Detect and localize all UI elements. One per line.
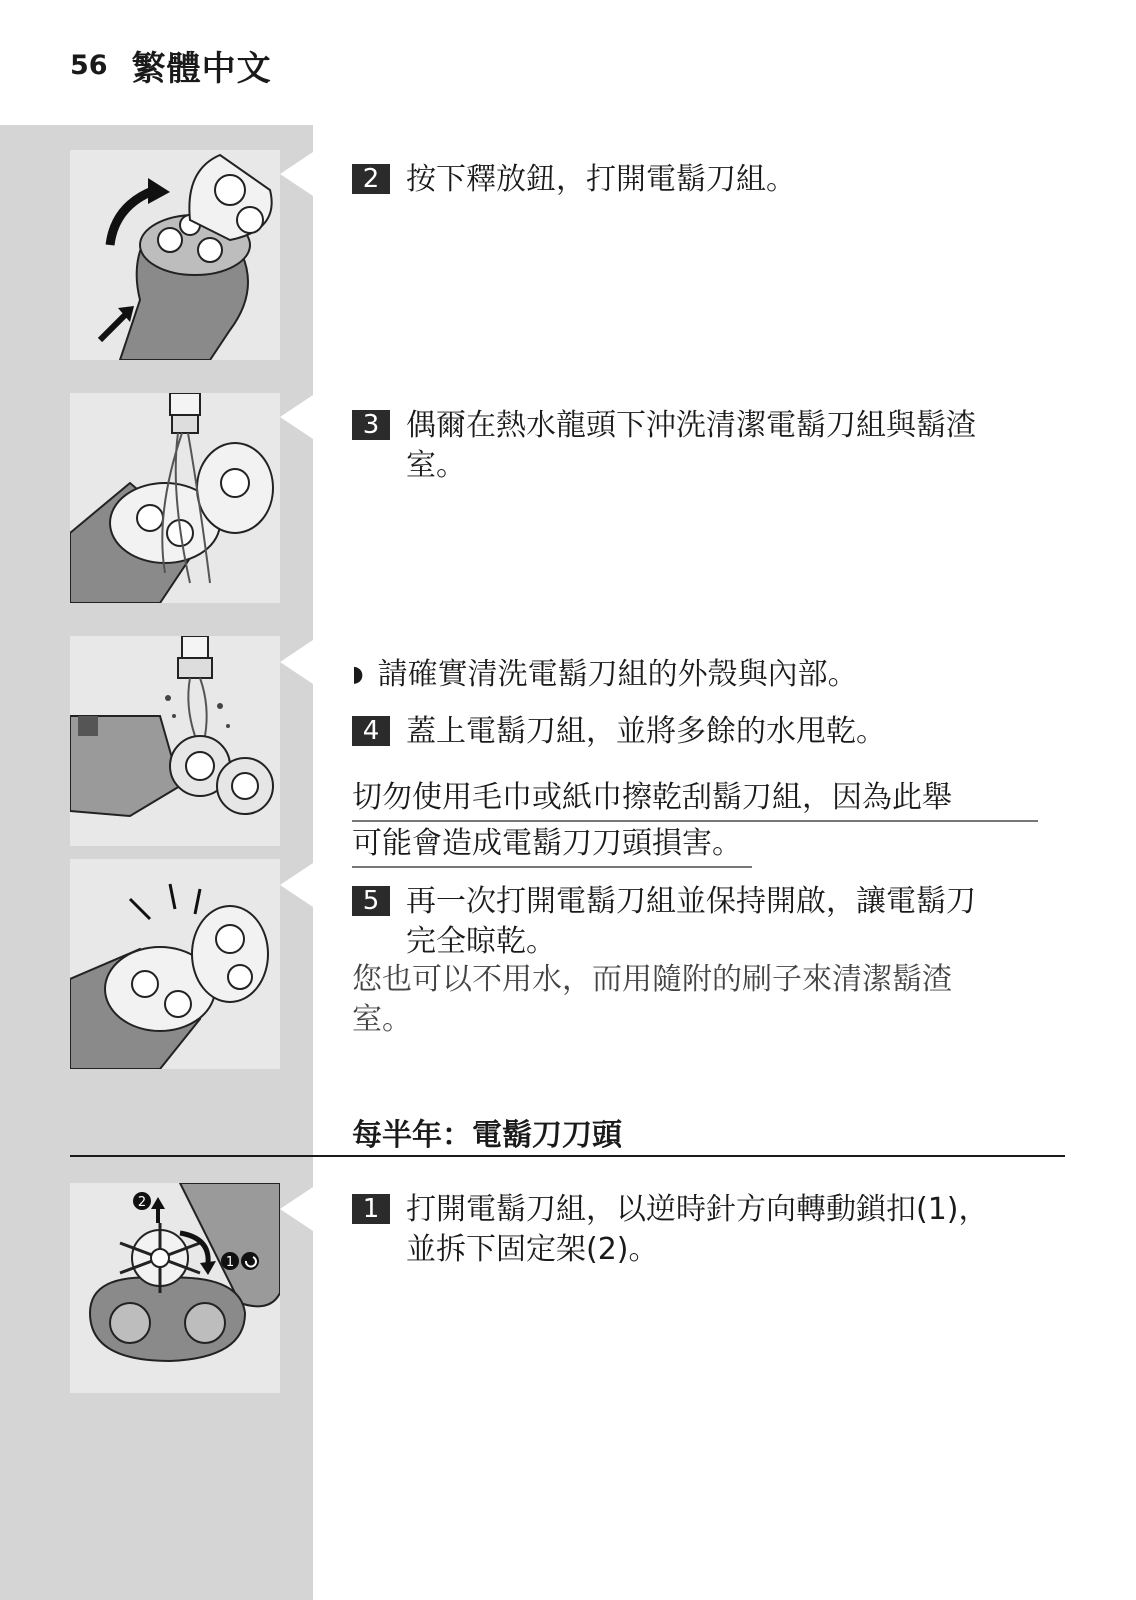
figure-pointer <box>280 152 313 196</box>
figure-pointer <box>280 395 313 439</box>
step-text: 偶爾在熱水龍頭下沖洗清潔電鬍刀組與鬍渣 <box>406 408 976 443</box>
step-text: 再一次打開電鬍刀組並保持開啟，讓電鬍刀 <box>406 884 976 919</box>
step-text: 打開電鬍刀組，以逆時針方向轉動鎖扣(1)， <box>406 1192 989 1227</box>
language-title: 繁體中文 <box>131 48 272 89</box>
illustration-leave-open-to-dry <box>70 859 280 1069</box>
warning-line-2: 可能會造成電鬍刀刀頭損害。 <box>352 822 752 868</box>
bullet-text: 請確實清洗電鬍刀組的外殼與內部。 <box>377 657 858 692</box>
figure-pointer <box>280 1187 313 1231</box>
fig-label-2: 2 <box>137 1195 147 1210</box>
step-text-continued: 並拆下固定架(2)。 <box>406 1232 659 1267</box>
step-text: 蓋上電鬍刀組，並將多餘的水甩乾。 <box>406 714 886 749</box>
step-text-continued: 室。 <box>406 448 466 483</box>
tip-line-2: 室。 <box>352 1002 412 1037</box>
section-step-1 <box>352 1190 1072 1270</box>
step-text-continued: 完全晾乾。 <box>406 924 556 959</box>
page-header <box>70 40 272 90</box>
warning-note <box>352 776 1032 868</box>
step-number: 3 <box>352 410 390 440</box>
step-number: 2 <box>352 164 390 194</box>
fig-label-1: 1 <box>225 1255 235 1270</box>
warning-line-1: 切勿使用毛巾或紙巾擦乾刮鬍刀組，因為此舉 <box>352 776 1038 822</box>
bullet-item <box>352 655 858 695</box>
step-number: 5 <box>352 886 390 916</box>
illustration-shake-off-water <box>70 636 280 846</box>
page-number: 56 <box>70 49 108 81</box>
bullet-icon: ◗ <box>352 662 364 687</box>
step-5 <box>352 882 1072 962</box>
step-number: 4 <box>352 716 390 746</box>
section-heading: 每半年：電鬍刀刀頭 <box>352 1118 622 1153</box>
step-4 <box>352 712 1072 752</box>
step-text: 按下釋放鈕，打開電鬍刀組。 <box>406 162 796 197</box>
section-divider <box>70 1155 1065 1157</box>
illustration-remove-retaining-frame <box>70 1183 280 1393</box>
step-number: 1 <box>352 1194 390 1224</box>
figure-pointer <box>280 640 313 684</box>
illustration-open-shaving-unit <box>70 150 280 360</box>
tip-line-1: 您也可以不用水，而用隨附的刷子來清潔鬍渣 <box>352 962 952 997</box>
figure-pointer <box>280 863 313 907</box>
step-3 <box>352 406 1072 486</box>
step-2 <box>352 160 1072 200</box>
illustration-rinse-under-tap <box>70 393 280 603</box>
tip-note <box>352 960 1052 1040</box>
